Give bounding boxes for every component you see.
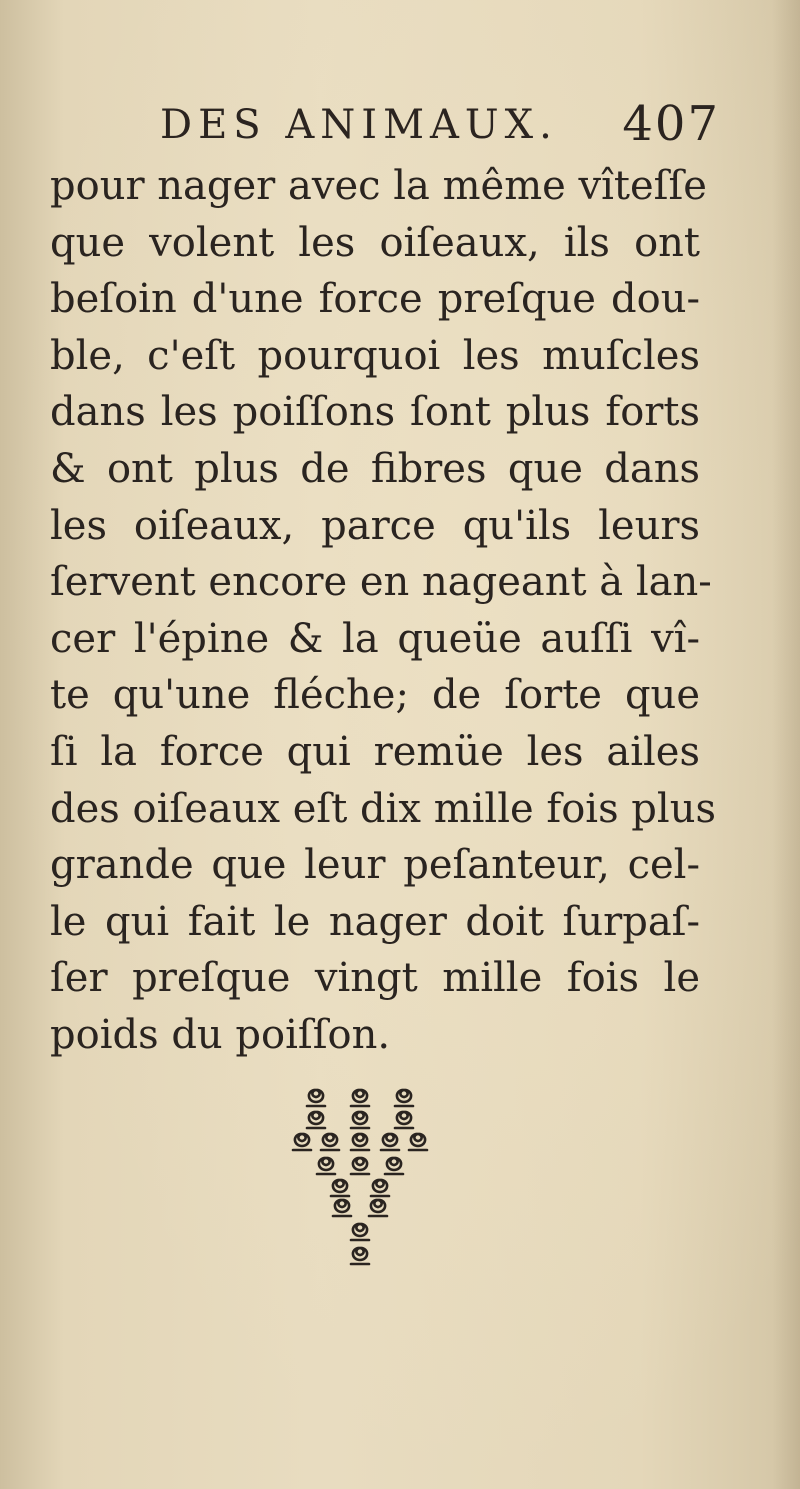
text-line: ble, c'eſt pourquoi les muſcles [50,332,700,379]
fleuron-tailpiece-icon [280,1082,440,1282]
page-header [160,96,720,156]
fleuron-svg [280,1082,440,1282]
body-text [50,158,716,1064]
fleuron-row [333,1200,387,1216]
text-line: ſervent encore en nageant à lan- [50,559,712,606]
text-line: grande que leur peſanteur, cel- [50,842,700,889]
text-line: beſoin d'une force preſque dou- [50,276,700,323]
text-line: pour nager avec la même vîteſſe [50,163,707,209]
fleuron-row [293,1134,427,1150]
text-line: & ont plus de fibres que dans [50,445,700,492]
fleuron-row [331,1180,389,1196]
text-line: ſer preſque vingt mille fois le [50,955,700,1002]
text-line: poids du poiſſon. [50,1011,391,1058]
fleuron-row [351,1248,369,1264]
fleuron-row [307,1090,413,1106]
text-line: les oiſeaux, parce qu'ils leurs [50,502,700,549]
text-line: cer l'épine & la queüe auſſi vî- [50,615,700,662]
running-title: DES ANIMAUX. [160,102,558,148]
text-line: le qui fait le nager doit ſurpaſ- [50,898,700,945]
text-line: dans les poiſſons ſont plus forts [50,389,700,436]
fleuron-row [317,1158,403,1174]
text-line: des oiſeaux eſt dix mille fois plus [50,785,716,832]
fleuron-row [351,1224,369,1240]
fleuron-row [307,1112,413,1128]
text-line: que volent les oiſeaux, ils ont [50,219,700,266]
text-line: te qu'une fléche; de ſorte que [50,672,700,719]
text-line: ſi la force qui remüe les ailes [50,728,700,775]
page-number: 407 [622,96,720,152]
